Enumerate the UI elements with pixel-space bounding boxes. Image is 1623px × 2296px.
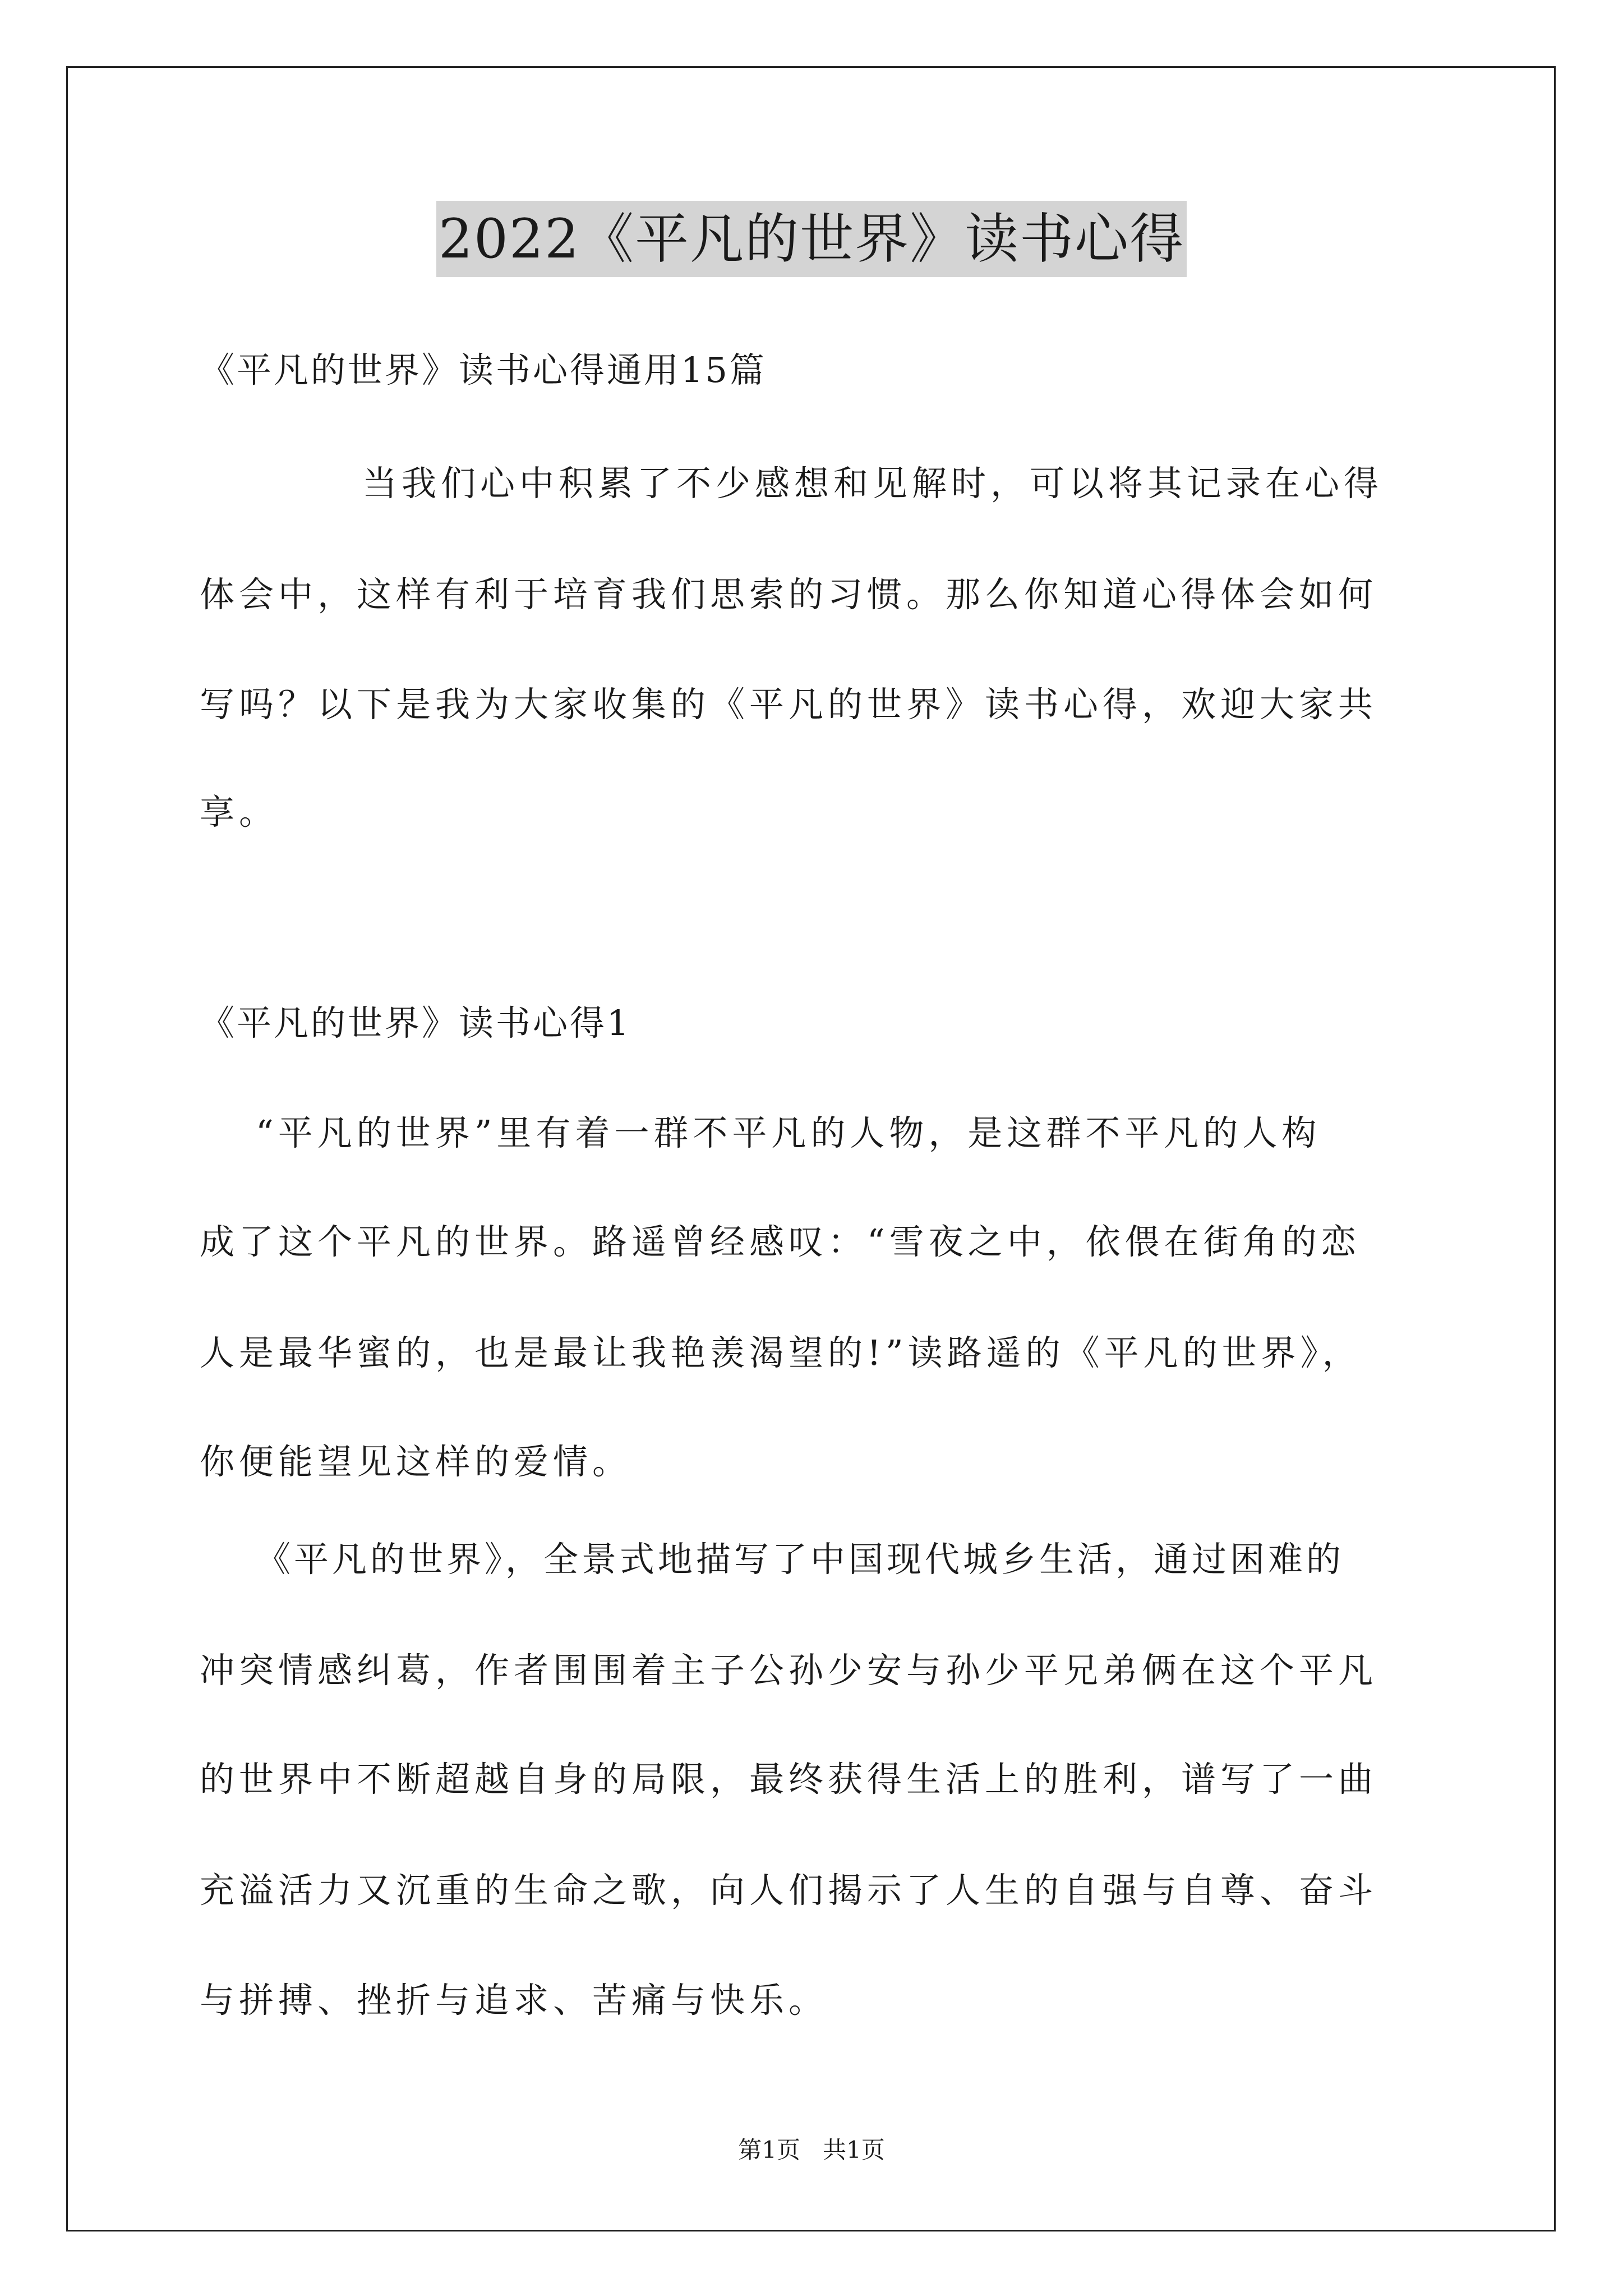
paragraph-line: 成了这个平凡的世界。路遥曾经感叹：“雪夜之中，依偎在街角的恋 — [200, 1221, 1361, 1262]
paragraph-line: 冲突情感纠葛，作者围围着主子公孙少安与孙少平兄弟俩在这个平凡 — [200, 1650, 1378, 1691]
document-title: 2022《平凡的世界》读书心得 — [436, 201, 1187, 277]
intro-line: 享。 — [200, 792, 279, 832]
section-heading: 《平凡的世界》读书心得1 — [200, 1002, 631, 1043]
paragraph-line: 《平凡的世界》，全景式地描写了中国现代城乡生活，通过困难的 — [256, 1539, 1345, 1580]
paragraph-line: 人是最华蜜的，也是最让我艳羡渴望的!”读路遥的《平凡的世界》， — [200, 1332, 1362, 1373]
paragraph-line: 充溢活力又沉重的生命之歌，向人们揭示了人生的自强与自尊、奋斗 — [200, 1870, 1378, 1911]
paragraph-line: 你便能望见这样的爱情。 — [200, 1441, 632, 1482]
title-container — [0, 201, 1623, 277]
paragraph-line: 与拼搏、挫折与追求、苦痛与快乐。 — [200, 1980, 828, 2021]
intro-line: 当我们心中积累了不少感想和见解时，可以将其记录在心得 — [362, 463, 1384, 504]
paragraph-line: 的世界中不断超越自身的局限，最终获得生活上的胜利，谱写了一曲 — [200, 1759, 1378, 1800]
document-subtitle: 《平凡的世界》读书心得通用15篇 — [200, 349, 767, 390]
intro-line: 写吗？以下是我为大家收集的《平凡的世界》读书心得，欢迎大家共 — [200, 684, 1378, 725]
paragraph-line: “平凡的世界”里有着一群不平凡的人物，是这群不平凡的人构 — [256, 1112, 1321, 1153]
page-footer: 第1页 共1页 — [738, 2136, 885, 2164]
intro-line: 体会中，这样有利于培育我们思索的习惯。那么你知道心得体会如何 — [200, 574, 1378, 615]
